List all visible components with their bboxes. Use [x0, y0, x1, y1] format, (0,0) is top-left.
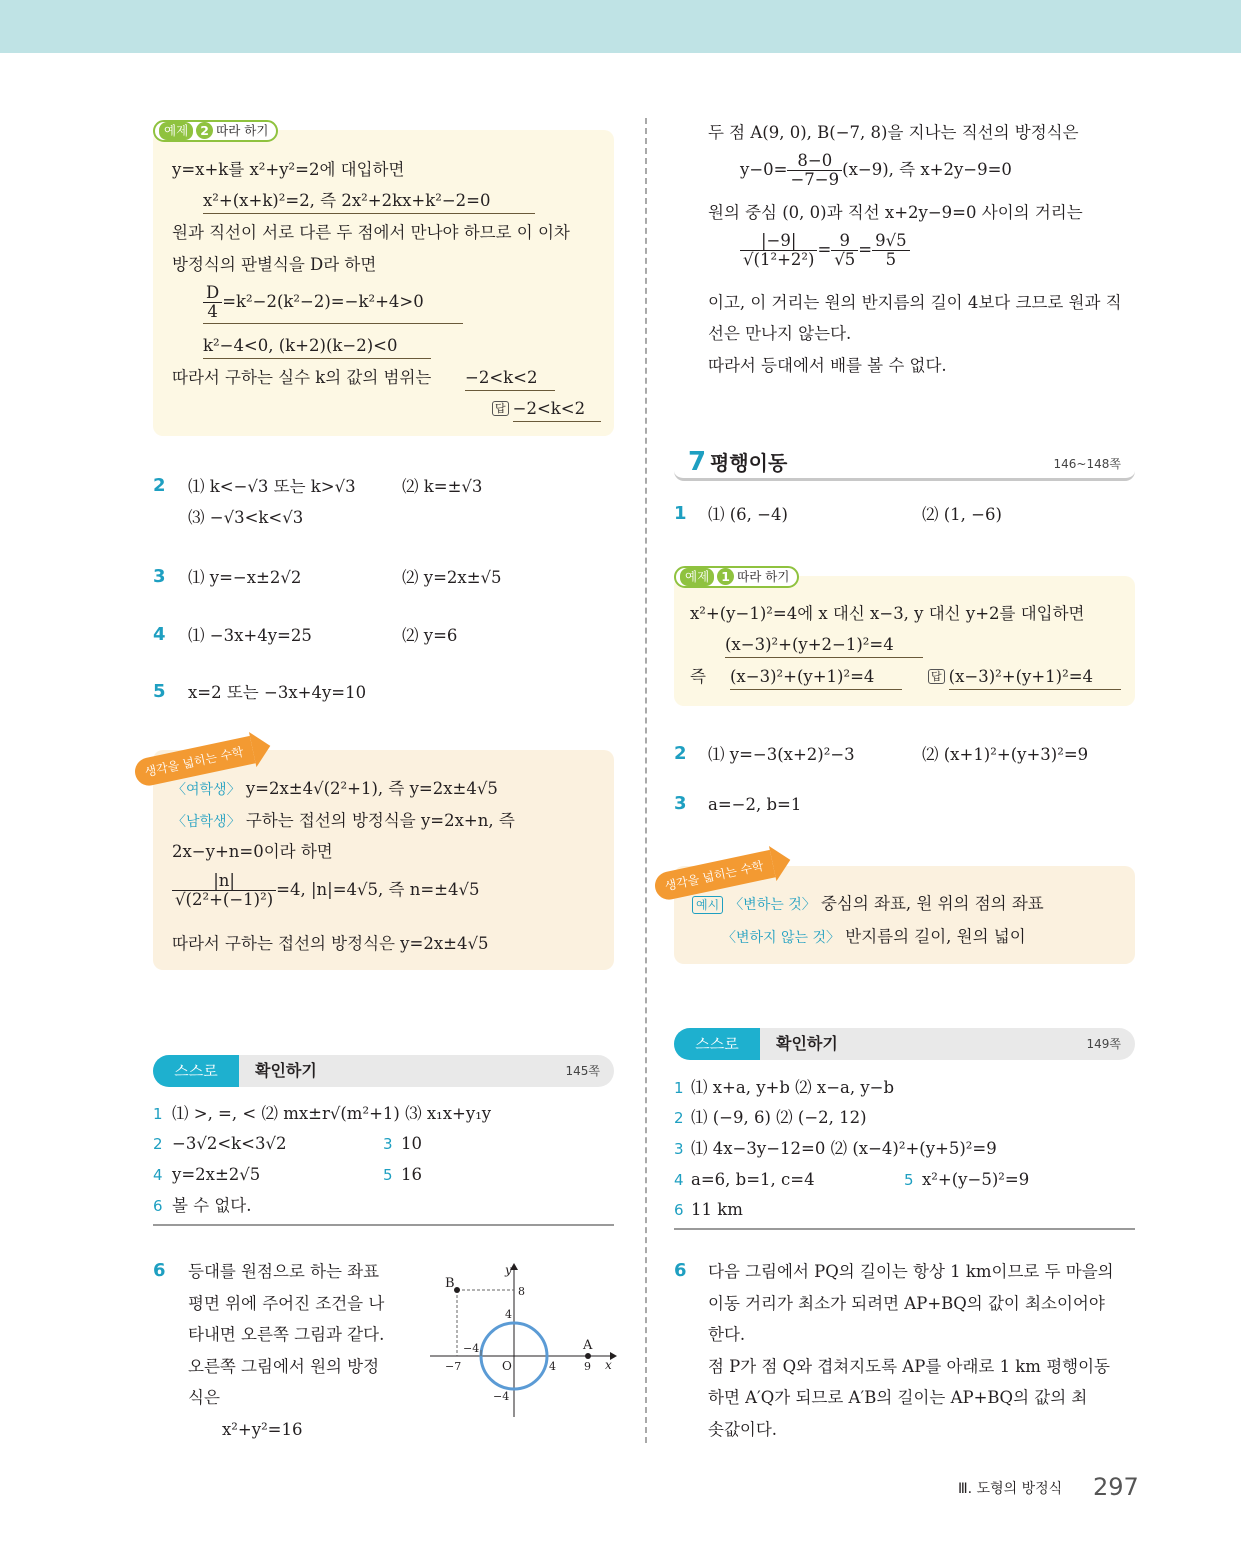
dist-num3: 9√5: [872, 232, 910, 251]
item-number: 2: [674, 743, 687, 764]
changing-tag: 〈변하는 것〉: [729, 897, 816, 913]
ex2-answer-line: [492, 398, 601, 422]
check-row2: −3√2<k<3√2: [172, 1134, 287, 1153]
girl-tag: 〈여학생〉: [172, 782, 241, 798]
point-b: [454, 1287, 460, 1293]
check-row-number: 5: [383, 1166, 393, 1184]
unchanging-tag: 〈변하지 않는 것〉: [722, 930, 841, 946]
top-header-band: [0, 0, 1241, 53]
self-check-header-left: [153, 1055, 614, 1087]
tick-9: 9: [584, 1360, 591, 1373]
dist-den1: √(1²+2²): [743, 250, 815, 269]
label-x: x: [605, 1358, 612, 1372]
tick-minus4y: −4: [493, 1390, 510, 1403]
r-check-row4: a=6, b=1, c=4: [691, 1170, 815, 1189]
check-row-number: 6: [153, 1197, 163, 1215]
sol6-left-line5: 식은: [188, 1388, 220, 1407]
self-check-tag: 스스로: [674, 1028, 760, 1060]
self-check-page: 149쪽: [1086, 1037, 1121, 1051]
ex1-line3-wrap: [730, 666, 902, 690]
tick-4x: 4: [549, 1360, 556, 1373]
sol6-right-line2: 이동 거리가 최소가 되려면 AP+BQ의 값이 최소이어야: [708, 1294, 1105, 1313]
item-number: 6: [153, 1260, 166, 1281]
answer-mark: 답: [492, 401, 509, 416]
think-frac-num: |n|: [172, 872, 276, 891]
dist-frac1: [740, 232, 817, 269]
r-check-row3: ⑴ 4x−3y−12=0 ⑵ (x−4)²+(y+5)²=9: [691, 1139, 997, 1158]
check-row-number: 3: [383, 1135, 393, 1153]
ex1-line1: x²+(y−1)²=4에 x 대신 x−3, y 대신 y+2를 대입하면: [690, 604, 1085, 623]
think-left-line2: [172, 810, 515, 833]
badge-suffix: 따라 하기: [216, 123, 269, 138]
think-badge-left: 생각을 넓히는 수학: [132, 736, 256, 788]
check-row-number: 2: [153, 1135, 163, 1153]
ex2-answer: −2<k<2: [513, 398, 601, 422]
page-number: 297: [1093, 1473, 1139, 1501]
think-right-line1: [692, 893, 1044, 916]
right-top-line4: $\frac{|-9|}{\text{√(1²+2²)}}$ = $\frac{9}{√5}$ = $\frac{9√5}{5}$: [740, 232, 910, 269]
r-check-row5: x²+(y−5)²=9: [922, 1170, 1030, 1189]
check-row-number: 2: [674, 1109, 684, 1127]
right-top-line7: 따라서 등대에서 배를 볼 수 없다.: [708, 356, 947, 375]
section7-pages: 146~148쪽: [1053, 457, 1121, 471]
dist-num1: |−9|: [740, 232, 817, 251]
sol6-left-line3: 타내면 오른쪽 그림과 같다.: [188, 1325, 385, 1344]
badge-number: 2: [196, 122, 213, 139]
sol6-right-line5: 하면 A′Q가 되므로 A′B의 길이는 AP+BQ의 값의 최: [708, 1388, 1088, 1407]
sol6-left-line2: 평면 위에 주어진 조건을 나: [188, 1294, 385, 1313]
ex2-frac-num: D: [203, 284, 222, 303]
item2-part3: ⑶ −√3<k<√3: [188, 508, 304, 527]
sol6-left-line6: x²+y²=16: [222, 1420, 303, 1439]
dist-frac2: [831, 232, 858, 269]
line2-rest: (x−9), 즉 x+2y−9=0: [842, 160, 1012, 179]
item4-part2: ⑵ y=6: [402, 626, 458, 645]
label-b: B: [445, 1276, 455, 1291]
tick-8: 8: [518, 1285, 525, 1298]
r-item2-part2: ⑵ (x+1)²+(y+3)²=9: [922, 745, 1089, 764]
ex2-line2: x²+(x+k)²=2, 즉 2x²+2kx+k²−2=0: [203, 190, 535, 214]
self-check-header-right: [674, 1028, 1135, 1060]
ex1-line3: (x−3)²+(y+1)²=4: [730, 666, 902, 690]
check-row-number: 3: [674, 1140, 684, 1158]
slope-den: −7−9: [790, 170, 840, 189]
r-check-row2: ⑴ (−9, 6) ⑵ (−2, 12): [691, 1108, 867, 1127]
right-top-line1: 두 점 A(9, 0), B(−7, 8)을 지나는 직선의 방정식은: [708, 123, 1079, 142]
example1-badge: [674, 566, 799, 588]
ex2-line7-val: −2<k<2: [465, 367, 555, 391]
ex2-line4: 방정식의 판별식을 D라 하면: [172, 255, 377, 274]
dist-den2: √5: [834, 250, 856, 269]
check-row-number: 1: [153, 1105, 163, 1123]
self-check-tag: 스스로: [153, 1055, 239, 1087]
r-check-row6: 11 km: [691, 1200, 743, 1219]
sol6-right-line4: 점 P가 점 Q와 겹쳐지도록 AP를 아래로 1 km 평행이동: [708, 1357, 1110, 1376]
check-row1: ⑴ >, =, < ⑵ mx±r√(m²+1) ⑶ x₁x+y₁y: [172, 1104, 492, 1123]
r-item1-part1: ⑴ (6, −4): [708, 505, 788, 524]
ex2-line6: k²−4<0, (k+2)(k−2)<0: [203, 335, 431, 359]
changing-text: 중심의 좌표, 원 위의 점의 좌표: [820, 894, 1044, 913]
item4-part1: ⑴ −3x+4y=25: [188, 626, 312, 645]
right-top-line3: 원의 중심 (0, 0)과 직선 x+2y−9=0 사이의 거리는: [708, 203, 1083, 222]
ex2-line3: 원과 직선이 서로 다른 두 점에서 만나야 하므로 이 이차: [172, 223, 570, 242]
r-item3: a=−2, b=1: [708, 795, 802, 814]
ex2-line7-val-wrap: [465, 367, 555, 391]
ex2-line7: 따라서 구하는 실수 k의 값의 범위는: [172, 368, 432, 387]
self-check-title: 확인하기: [255, 1061, 317, 1080]
sol6-left-line1: 등대를 원점으로 하는 좌표: [188, 1262, 380, 1281]
dist-frac3: [872, 232, 910, 269]
check-row-number: 5: [904, 1171, 914, 1189]
ex1-answer-line: [928, 666, 1121, 690]
ex2-line2-wrap: [203, 190, 535, 214]
badge-prefix: 예제: [159, 122, 193, 140]
ex1-line3-pre: 즉: [690, 667, 706, 686]
section7-title: 평행이동: [710, 451, 788, 475]
item3-part1: ⑴ y=−x±2√2: [188, 568, 302, 587]
item-number: 3: [153, 566, 166, 587]
example2-badge: [153, 120, 278, 142]
check-divider-right: [674, 1228, 1135, 1230]
ex2-line5-rest: =k²−2(k²−2)=−k²+4>0: [222, 292, 424, 311]
slope-frac: [787, 152, 842, 189]
badge-number: 1: [717, 568, 734, 585]
item-number: 1: [674, 503, 687, 524]
answer-mark: 답: [928, 669, 945, 684]
badge-suffix: 따라 하기: [737, 569, 790, 584]
column-divider: [645, 118, 647, 1443]
ex1-line2-wrap: [725, 634, 923, 658]
r-item2-part1: ⑴ y=−3(x+2)²−3: [708, 745, 855, 764]
check-row-number: 4: [674, 1171, 684, 1189]
item-number: 2: [153, 475, 166, 496]
tick-minus7: −7: [445, 1360, 462, 1373]
check-row4: y=2x±2√5: [172, 1165, 261, 1184]
section7-header: [674, 447, 1135, 481]
self-check-page: 145쪽: [565, 1064, 600, 1078]
think-left-line1: [172, 778, 498, 801]
point-a: [585, 1353, 591, 1359]
line2-pre: y−0=: [740, 160, 788, 179]
boy-tag: 〈남학생〉: [172, 814, 241, 830]
right-top-line5: 이고, 이 거리는 원의 반지름의 길이 4보다 크므로 원과 직: [708, 293, 1122, 312]
item-number: 4: [153, 624, 166, 645]
item2-part1: ⑴ k<−√3 또는 k>√3: [188, 477, 356, 496]
think-frac-den: √(2²+(−1)²): [175, 890, 274, 909]
think-line4-rest: =4, |n|=4√5, 즉 n=±4√5: [276, 880, 480, 899]
tick-4y: 4: [505, 1308, 512, 1321]
check-row5: 16: [401, 1165, 422, 1184]
check-row-number: 6: [674, 1201, 684, 1219]
section7-number: 7: [688, 447, 707, 477]
unchanging-text: 반지름의 길이, 원의 넓이: [845, 927, 1026, 946]
example-tag: 예시: [692, 896, 723, 914]
think-left-line5: 따라서 구하는 접선의 방정식은 y=2x±4√5: [172, 934, 489, 953]
girl-text: y=2x±4√(2²+1), 즉 y=2x±4√5: [245, 779, 498, 798]
item3-part2: ⑵ y=2x±√5: [402, 568, 502, 587]
self-check-title: 확인하기: [776, 1034, 838, 1053]
ex1-answer: (x−3)²+(y+1)²=4: [949, 666, 1121, 690]
label-y: y: [505, 1263, 512, 1277]
slope-num: 8−0: [787, 152, 842, 171]
sol6-right-line3: 한다.: [708, 1325, 746, 1344]
r-item1-part2: ⑵ (1, −6): [922, 505, 1002, 524]
right-top-line6: 선은 만나지 않는다.: [708, 324, 852, 343]
coordinate-graph: [425, 1262, 620, 1422]
sol6-right-line6: 솟값이다.: [708, 1420, 778, 1439]
check-divider-left: [153, 1224, 614, 1226]
label-a: A: [583, 1338, 593, 1353]
footer-chapter: Ⅲ. 도형의 방정식: [958, 1481, 1063, 1497]
label-origin: O: [502, 1359, 512, 1373]
dist-num2: 9: [831, 232, 858, 251]
right-top-line2: [740, 152, 1012, 189]
tick-minus4x: −4: [463, 1342, 480, 1355]
item-number: 6: [674, 1260, 687, 1281]
think-left-line4: [172, 872, 480, 909]
check-row-number: 1: [674, 1079, 684, 1097]
ex2-line1: y=x+k를 x²+y²=2에 대입하면: [172, 160, 405, 179]
ex1-line2: (x−3)²+(y+2−1)²=4: [725, 634, 923, 658]
ex2-frac-den: 4: [207, 302, 218, 321]
ex2-line6-wrap: [203, 335, 431, 359]
boy-text: 구하는 접선의 방정식을 y=2x+n, 즉: [245, 811, 515, 830]
sol6-left-line4: 오른쪽 그림에서 원의 방정: [188, 1357, 380, 1376]
think-frac: [172, 872, 276, 909]
think-left-line3: 2x−y+n=0이라 하면: [172, 842, 333, 861]
item-number: 3: [674, 793, 687, 814]
item5: x=2 또는 −3x+4y=10: [188, 683, 367, 702]
check-row3: 10: [401, 1134, 422, 1153]
badge-prefix: 예제: [680, 568, 714, 586]
think-badge-right: 생각을 넓히는 수학: [652, 850, 776, 902]
think-right-line2: [722, 926, 1026, 949]
ex2-frac: [203, 284, 222, 321]
sol6-right-line1: 다음 그림에서 PQ의 길이는 항상 1 km이므로 두 마을의: [708, 1262, 1114, 1281]
dist-den3: 5: [885, 250, 897, 269]
ex2-line5: [203, 284, 463, 324]
item-number: 5: [153, 681, 166, 702]
r-check-row1: ⑴ x+a, y+b ⑵ x−a, y−b: [691, 1078, 895, 1097]
check-row-number: 4: [153, 1166, 163, 1184]
check-row6: 볼 수 없다.: [172, 1196, 252, 1215]
item2-part2: ⑵ k=±√3: [402, 477, 483, 496]
